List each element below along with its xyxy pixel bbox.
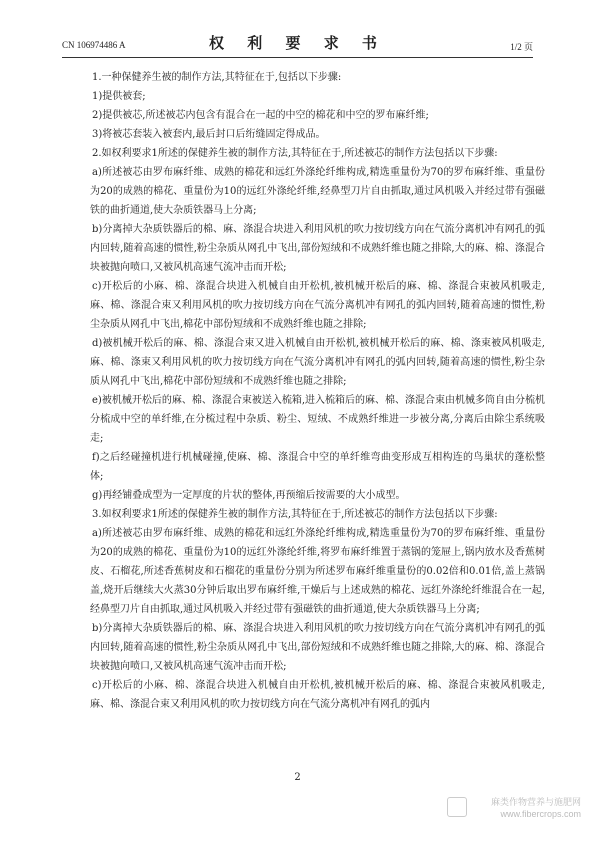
document-number: CN 106974486 A: [62, 40, 126, 50]
claim-2-step-d: d)被机械开松后的麻、棉、涤混合束又进入机械自由开松机,被机械开松后的麻、棉、涤束被风机吸走,麻、棉、涤束又利用风机的吹力按切线方向在气流分离机冲有网孔的弧内回转,随着高速的惯性,粉尘杂质从网孔中飞出,棉花中部份短绒和不成熟纤维也随之排除;: [90, 338, 545, 387]
claim-2-step-g: g)再经铺叠成型为一定厚度的片状的整体,再预缩后按需要的大小成型。: [92, 490, 406, 501]
document-title: 权 利 要 求 书: [209, 34, 386, 52]
claim-1-step-1: 1)提供被套;: [92, 91, 146, 102]
claims-body: [90, 68, 545, 714]
page-number: 2: [294, 772, 301, 783]
claim-2: 2.如权利要求1所述的保健养生被的制作方法,其特征在于,所述被芯的制作方法包括以下步骤:: [92, 148, 498, 159]
claim-3-step-b: b)分离掉大杂质铁器后的棉、麻、涤混合块进入利用风机的吹力按切线方向在气流分离机冲有网孔的弧内回转,随着高速的惯性,粉尘杂质从网孔中飞出,部份短绒和不成熟纤维也随之排除,大的麻、棉、涤混合块被抛向喷口,又被风机高速气流冲击而开松;: [90, 623, 545, 672]
watermark: [491, 796, 581, 820]
claim-2-step-a: a)所述被芯由罗布麻纤维、成熟的棉花和远红外涤纶纤维构成,精选重量份为70的罗布麻纤维、重量份为20的成熟的棉花、重量份为10的远红外涤纶纤维,经鼻型刀片自由抓取,通过风机吸入并经过带有强磁铁的曲折通道,使大杂质铁器马上分离;: [90, 167, 545, 216]
claim-3: 3.如权利要求1所述的保健养生被的制作方法,其特征在于,所述被芯的制作方法包括以下步骤:: [92, 509, 498, 520]
claim-2-step-c: c)开松后的小麻、棉、涤混合块进入机械自由开松机,被机械开松后的麻、棉、涤混合束被风机吸走,麻、棉、涤混合束又利用风机的吹力按切线方向在气流分离机冲有网孔的弧内回转,随着高速的惯性,粉尘杂质从网孔中飞出,棉花中部份短绒和不成熟纤维也随之排除;: [90, 281, 545, 330]
claim-2-step-f: f)之后经碰撞机进行机械碰撞,使麻、棉、涤混合中空的单纤维弯曲变形成互相构连的鸟巢状的蓬松整体;: [90, 452, 545, 482]
claim-3-step-a: a)所述被芯由罗布麻纤维、成熟的棉花和远红外涤纶纤维构成,精选重量份为70的罗布麻纤维、重量份为20的成熟的棉花、重量份为10的远红外涤纶纤维,将罗布麻纤维置于蒸锅的笼屉上,锅内放水及香蕉树皮、石榴花,所述香蕉树皮和石榴花的重量份分别为所述罗布麻纤维重量份的0.02倍和0.01倍,盖上蒸锅盖,烧开后继续大火蒸30分钟后取出罗布麻纤维,干燥后与上述成熟的棉花、远红外涤纶纤维混合在一起,经鼻型刀片自由抓取,通过风机吸入并经过带有强磁铁的曲折通道,使大杂质铁器马上分离;: [90, 528, 545, 615]
claim-2-step-e: e)被机械开松后的麻、棉、涤混合束被送入梳箱,进入梳箱后的麻、棉、涤混合束由机械多筒自由分梳机分梳成中空的单纤维,在分梳过程中杂质、粉尘、短绒、不成熟纤维进一步被分离,分离后由除尘系统吸走;: [90, 395, 545, 444]
claim-3-step-c: c)开松后的小麻、棉、涤混合块进入机械自由开松机,被机械开松后的麻、棉、涤混合束被风机吸走,麻、棉、涤混合束又利用风机的吹力按切线方向在气流分离机冲有网孔的弧内: [90, 680, 545, 710]
page-indicator: 1/2 页: [510, 42, 533, 52]
claim-2-step-b: b)分离掉大杂质铁器后的棉、麻、涤混合块进入利用风机的吹力按切线方向在气流分离机冲有网孔的弧内回转,随着高速的惯性,粉尘杂质从网孔中飞出,部份短绒和不成熟纤维也随之排除,大的麻、棉、涤混合块被抛向喷口,又被风机高速气流冲击而开松;: [90, 224, 545, 273]
claim-1-step-2: 2)提供被芯,所述被芯内包含有混合在一起的中空的棉花和中空的罗布麻纤维;: [92, 110, 429, 121]
watermark-title: 麻类作物营养与施肥网: [490, 797, 581, 807]
claim-1-step-3: 3)将被芯套装入被套内,最后封口后绗缝固定得成品。: [92, 129, 326, 140]
claim-1: 1.一种保健养生被的制作方法,其特征在于,包括以下步骤:: [92, 72, 342, 83]
watermark-logo-icon: [447, 797, 467, 817]
header-divider: [62, 57, 533, 58]
page-header: [62, 30, 533, 56]
watermark-url: www.fibercrops.com: [500, 809, 581, 819]
